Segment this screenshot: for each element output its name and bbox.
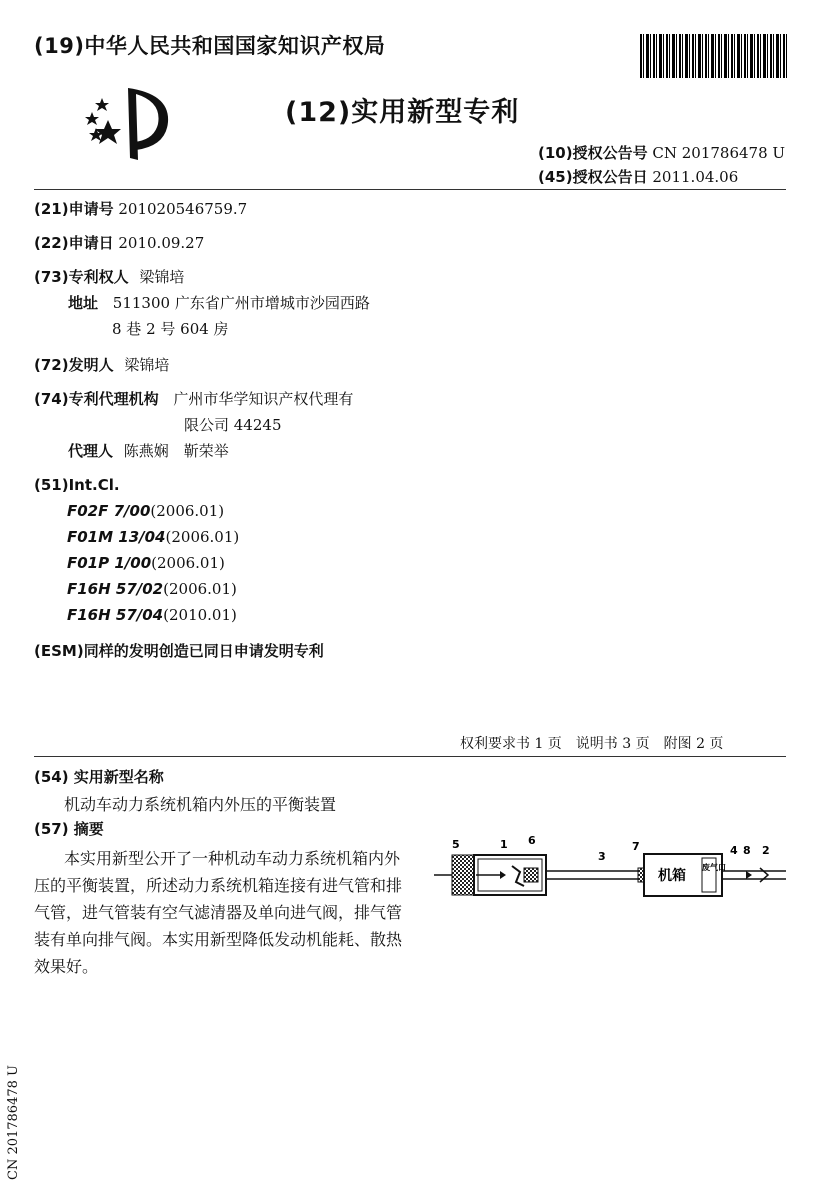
header-divider — [34, 189, 786, 190]
agency-label: (74)专利代理机构 — [34, 390, 159, 408]
agency-row — [34, 388, 353, 409]
figure-label: 8 — [743, 844, 751, 857]
agency-line1: 广州市华学知识产权代理有 — [173, 390, 354, 408]
ipc-entry — [67, 528, 239, 546]
ipc-version: (2006.01) — [163, 580, 237, 598]
ipc-code: F16H 57/04 — [67, 606, 164, 624]
application-date: 2010.09.27 — [118, 234, 205, 252]
ipc-version: (2006.01) — [150, 502, 225, 520]
figure-exhaust-label: 废气口 — [702, 863, 726, 872]
address-line2: 8 巷 2 号 604 房 — [112, 320, 229, 338]
office-name: (19)中华人民共和国国家知识产权局 — [34, 34, 386, 58]
application-date-row — [34, 232, 204, 253]
ipc-code: F02F 7/00 — [67, 502, 151, 520]
figure-box-label: 机箱 — [658, 868, 686, 884]
document-type: (12)实用新型专利 — [285, 97, 520, 128]
esm-notice — [34, 640, 324, 661]
address-line1: 511300 广东省广州市增城市沙园西路 — [112, 294, 370, 312]
summary-divider — [34, 756, 786, 757]
application-date-label: (22)申请日 — [34, 234, 114, 252]
title-label — [34, 766, 164, 787]
publication-date-row — [538, 166, 738, 187]
ipc-entry — [67, 580, 237, 598]
publication-number-label: (10)授权公告号 — [538, 144, 648, 162]
figure-label: 4 — [730, 844, 738, 857]
figure-label: 3 — [598, 850, 606, 863]
address-label: 地址 — [68, 294, 99, 312]
inventor-row — [34, 354, 169, 375]
patentee-row — [34, 266, 184, 287]
publication-number-row — [538, 142, 785, 163]
esm-text: (ESM)同样的发明创造已同日申请发明专利 — [34, 642, 324, 660]
patentee: 梁锦培 — [139, 268, 185, 286]
agent-label: 代理人 — [68, 442, 114, 460]
figure-label: 2 — [762, 844, 770, 857]
publication-number: CN 201786478 U — [652, 144, 786, 162]
figure-label: 6 — [528, 834, 536, 847]
agency-line2: 限公司 44245 — [184, 416, 282, 434]
application-number: 201020546759.7 — [118, 200, 248, 218]
figure-label: 1 — [500, 838, 508, 851]
inventor-label: (72)发明人 — [34, 356, 114, 374]
abstract-text: 本实用新型公开了一种机动车动力系统机箱内外压的平衡装置，所述动力系统机箱连接有进气管和排气管，进气管装有空气滤清器及单向进气阀，排气管装有单向排气阀。本实用新型降低发动机能耗、散热效果好。 — [34, 849, 403, 976]
ipc-entry — [67, 554, 225, 572]
abstract-label-text: (57) 摘要 — [34, 820, 104, 838]
agent: 陈燕娴 靳荣举 — [123, 442, 229, 460]
figure-label: 5 — [452, 838, 460, 851]
abstract-figure — [432, 828, 790, 898]
cnipa-logo-icon — [78, 80, 178, 162]
patentee-label: (73)专利权人 — [34, 268, 129, 286]
ipc-entry — [67, 606, 237, 624]
agent-row — [68, 440, 229, 461]
ipc-label — [34, 476, 120, 494]
ipc-version: (2010.01) — [163, 606, 237, 624]
utility-model-title: 机动车动力系统机箱内外压的平衡装置 — [64, 795, 337, 814]
title-label-text: (54) 实用新型名称 — [34, 768, 164, 786]
pages-summary: 权利要求书 1 页 说明书 3 页 附图 2 页 — [460, 736, 724, 752]
abstract-label — [34, 818, 104, 839]
inventor: 梁锦培 — [124, 356, 170, 374]
ipc-version: (2006.01) — [151, 554, 225, 572]
application-number-row — [34, 198, 247, 219]
publication-date-label: (45)授权公告日 — [538, 168, 648, 186]
ipc-code: F01P 1/00 — [67, 554, 152, 572]
ipc-code: F16H 57/02 — [67, 580, 164, 598]
ipc-label-text: (51)Int.Cl. — [34, 476, 120, 494]
application-number-label: (21)申请号 — [34, 200, 114, 218]
side-publication-number: CN 201786478 U — [6, 1065, 21, 1180]
ipc-version: (2006.01) — [165, 528, 240, 546]
ipc-code: F01M 13/04 — [67, 528, 166, 546]
ipc-entry — [67, 502, 224, 520]
address-row — [68, 292, 370, 313]
publication-date: 2011.04.06 — [652, 168, 739, 186]
barcode — [640, 34, 788, 78]
figure-label: 7 — [632, 840, 640, 853]
